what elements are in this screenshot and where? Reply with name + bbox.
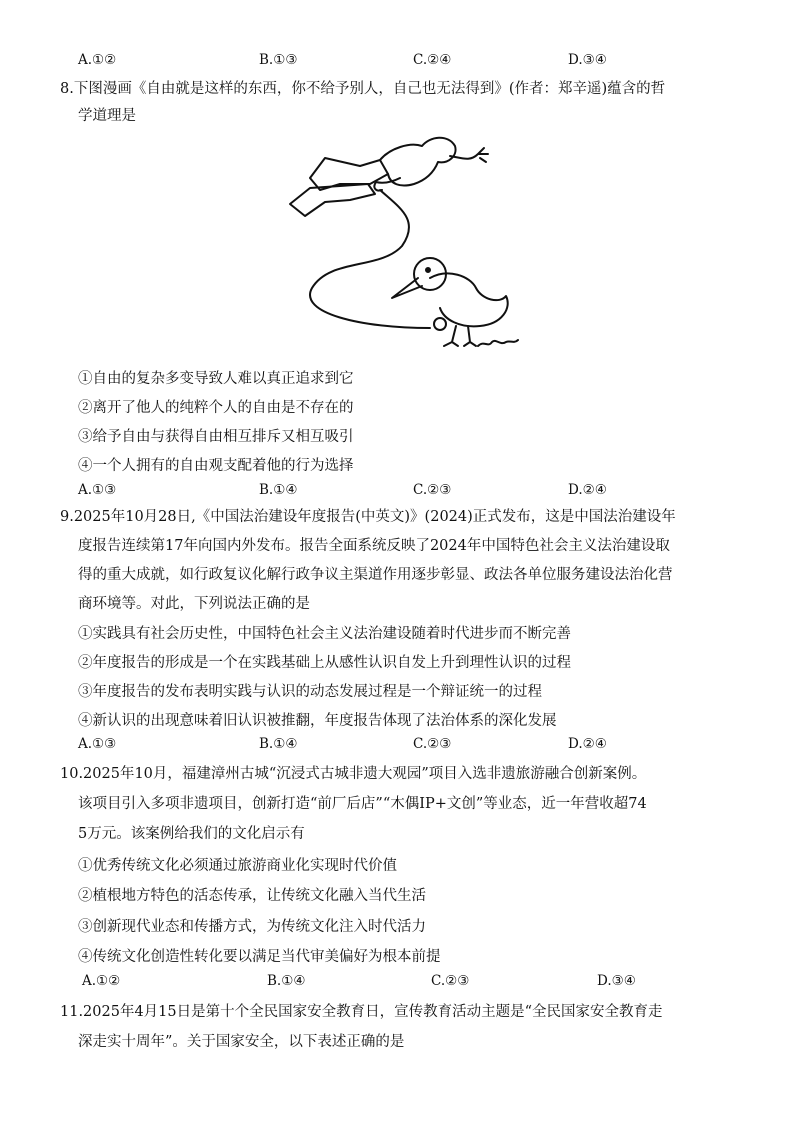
signature-scribble <box>478 340 518 346</box>
q8-stem-line-2: 学道理是 <box>78 108 136 124</box>
q9-stem-line-1: 9.2025年10月28日,《中国法治建设年度报告(中英文)》(2024)正式发布，这是中国法治建设年 <box>60 509 676 525</box>
q9-option-d: D.②④ <box>568 736 607 752</box>
q10-item-3: ③创新现代业态和传播方式，为传统文化注入时代活力 <box>78 919 426 935</box>
cartoon-illustration <box>280 128 520 356</box>
q9-stem-line-3: 得的重大成就，如行政复议化解行政争议主渠道作用逐步彰显、政法各单位服务建设法治化营 <box>78 567 673 583</box>
q8-option-c: C.②③ <box>413 482 452 498</box>
q8-item-2: ②离开了他人的纯粹个人的自由是不存在的 <box>78 400 354 416</box>
q11-stem-line-1: 11.2025年4月15日是第十个全民国家安全教育日，宣传教育活动主题是“全民国家安全教育走 <box>60 1004 663 1020</box>
q9-item-1: ①实践具有社会历史性，中国特色社会主义法治建设随着时代进步而不断完善 <box>78 626 571 642</box>
bird-legs <box>444 326 476 346</box>
q10-option-d: D.③④ <box>597 973 636 989</box>
q7-option-c: C.②④ <box>413 52 452 68</box>
q9-item-4: ④新认识的出现意味着旧认识被推翻，年度报告体现了法治体系的深化发展 <box>78 713 557 729</box>
q10-option-a: A.①② <box>82 973 121 989</box>
q10-item-2: ②植根地方特色的活态传承，让传统文化融入当代生活 <box>78 888 426 904</box>
bird-beak <box>392 278 422 298</box>
q9-option-a: A.①③ <box>78 736 117 752</box>
q10-option-c: C.②③ <box>431 973 470 989</box>
q7-option-d: D.③④ <box>568 52 607 68</box>
q11-stem-line-2: 深走实十周年”。关于国家安全，以下表述正确的是 <box>78 1034 405 1050</box>
q9-stem-line-4: 商环境等。对此，下列说法正确的是 <box>78 596 310 612</box>
q9-item-2: ②年度报告的形成是一个在实践基础上从感性认识自发上升到理性认识的过程 <box>78 655 571 671</box>
q10-stem-line-1: 10.2025年10月，福建漳州古城“沉浸式古城非遗大观园”项目入选非遗旅游融合创新案例。 <box>60 766 647 782</box>
q9-item-3: ③年度报告的发布表明实践与认识的动态发展过程是一个辩证统一的过程 <box>78 684 542 700</box>
figure-legs-lower <box>290 184 375 216</box>
q8-item-3: ③给予自由与获得自由相互排斥又相互吸引 <box>78 429 354 445</box>
q7-option-b: B.①③ <box>259 52 298 68</box>
q8-option-a: A.①③ <box>78 482 117 498</box>
q10-stem-line-3: 5万元。该案例给我们的文化启示有 <box>78 826 305 842</box>
rope <box>310 190 430 328</box>
q10-item-1: ①优秀传统文化必须通过旅游商业化实现时代价值 <box>78 858 397 874</box>
q10-option-b: B.①④ <box>267 973 306 989</box>
figure-body <box>380 138 456 186</box>
q9-option-c: C.②③ <box>413 736 452 752</box>
q10-item-4: ④传统文化创造性转化要以满足当代审美偏好为根本前提 <box>78 949 441 965</box>
q8-stem-line-1: 8.下图漫画《自由就是这样的东西，你不给予别人，自己也无法得到》(作者：郑辛遥)蕴含的哲 <box>60 81 666 97</box>
bird-bundle <box>434 318 446 330</box>
bird-eye <box>426 268 430 272</box>
q7-option-a: A.①② <box>78 52 117 68</box>
q8-item-1: ①自由的复杂多变导致人难以真正追求到它 <box>78 371 354 387</box>
q10-stem-line-2: 该项目引入多项非遗项目，创新打造“前厂后店”“木偶IP+文创”等业态，近一年营收超74 <box>78 796 647 812</box>
q9-stem-line-2: 度报告连续第17年向国内外发布。报告全面系统反映了2024年中国特色社会主义法治建设取 <box>78 538 670 554</box>
q8-option-d: D.②④ <box>568 482 607 498</box>
q9-option-b: B.①④ <box>259 736 298 752</box>
q8-option-b: B.①④ <box>259 482 298 498</box>
q8-item-4: ④一个人拥有的自由观支配着他的行为选择 <box>78 458 354 474</box>
